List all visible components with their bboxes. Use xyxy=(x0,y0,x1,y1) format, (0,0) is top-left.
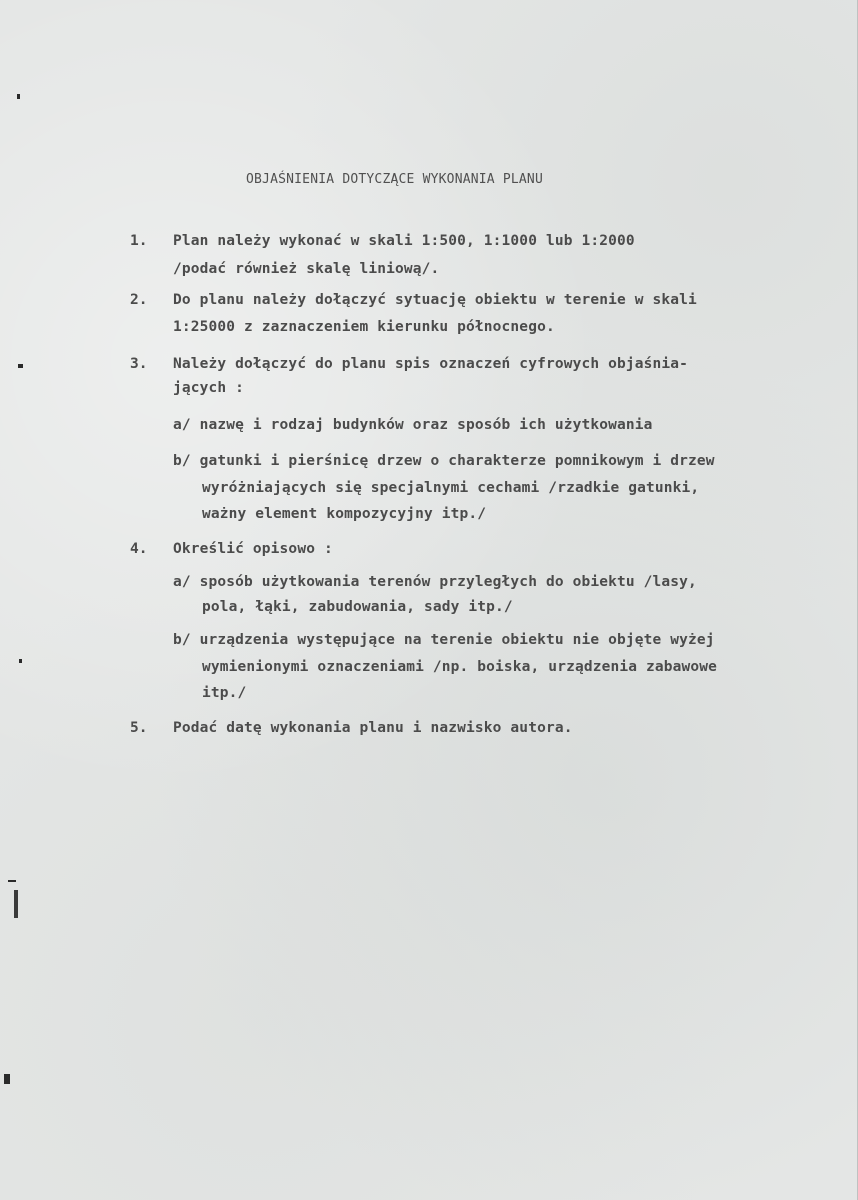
item-line: Do planu należy dołączyć sytuację obiektu w terenie w skali xyxy=(173,292,697,308)
item-line: Plan należy wykonać w skali 1:500, 1:1000 lub 1:2000 xyxy=(173,233,635,249)
subitem-line: b/ urządzenia występujące na terenie obiektu nie objęte wyżej xyxy=(173,632,715,648)
subitem-line: b/ gatunki i pierśnicę drzew o charakterze pomnikowym i drzew xyxy=(173,453,715,469)
item-number: 5. xyxy=(130,720,148,736)
scan-speck xyxy=(4,1074,10,1084)
item-line: Określić opisowo : xyxy=(173,541,333,557)
item-number: 3. xyxy=(130,356,148,372)
scan-speck xyxy=(18,364,23,368)
item-line: /podać również skalę liniową/. xyxy=(173,261,440,277)
scan-speck xyxy=(14,890,18,918)
item-line: 1:25000 z zaznaczeniem kierunku północnego. xyxy=(173,319,555,335)
item-number: 1. xyxy=(130,233,148,249)
subitem-line: wymienionymi oznaczeniami /np. boiska, urządzenia zabawowe xyxy=(202,659,718,675)
subitem-line: a/ nazwę i rodzaj budynków oraz sposób ich użytkowania xyxy=(173,417,653,433)
scan-speck xyxy=(17,94,20,99)
document-title: OBJAŚNIENIA DOTYCZĄCE WYKONANIA PLANU xyxy=(246,172,543,187)
item-number: 4. xyxy=(130,541,148,557)
item-number: 2. xyxy=(130,292,148,308)
item-line: Podać datę wykonania planu i nazwisko autora. xyxy=(173,720,573,736)
subitem-line: wyróżniających się specjalnymi cechami /rzadkie gatunki, xyxy=(202,480,700,496)
scan-speck xyxy=(19,659,22,663)
scan-speck xyxy=(8,880,16,882)
subitem-line: itp./ xyxy=(202,685,247,701)
item-line: jących : xyxy=(173,380,245,396)
subitem-line: ważny element kompozycyjny itp./ xyxy=(202,506,487,522)
subitem-line: a/ sposób użytkowania terenów przyległych do obiektu /lasy, xyxy=(173,574,697,590)
subitem-line: pola, łąki, zabudowania, sady itp./ xyxy=(202,599,513,615)
item-line: Należy dołączyć do planu spis oznaczeń cyfrowych objaśnia- xyxy=(173,356,689,372)
